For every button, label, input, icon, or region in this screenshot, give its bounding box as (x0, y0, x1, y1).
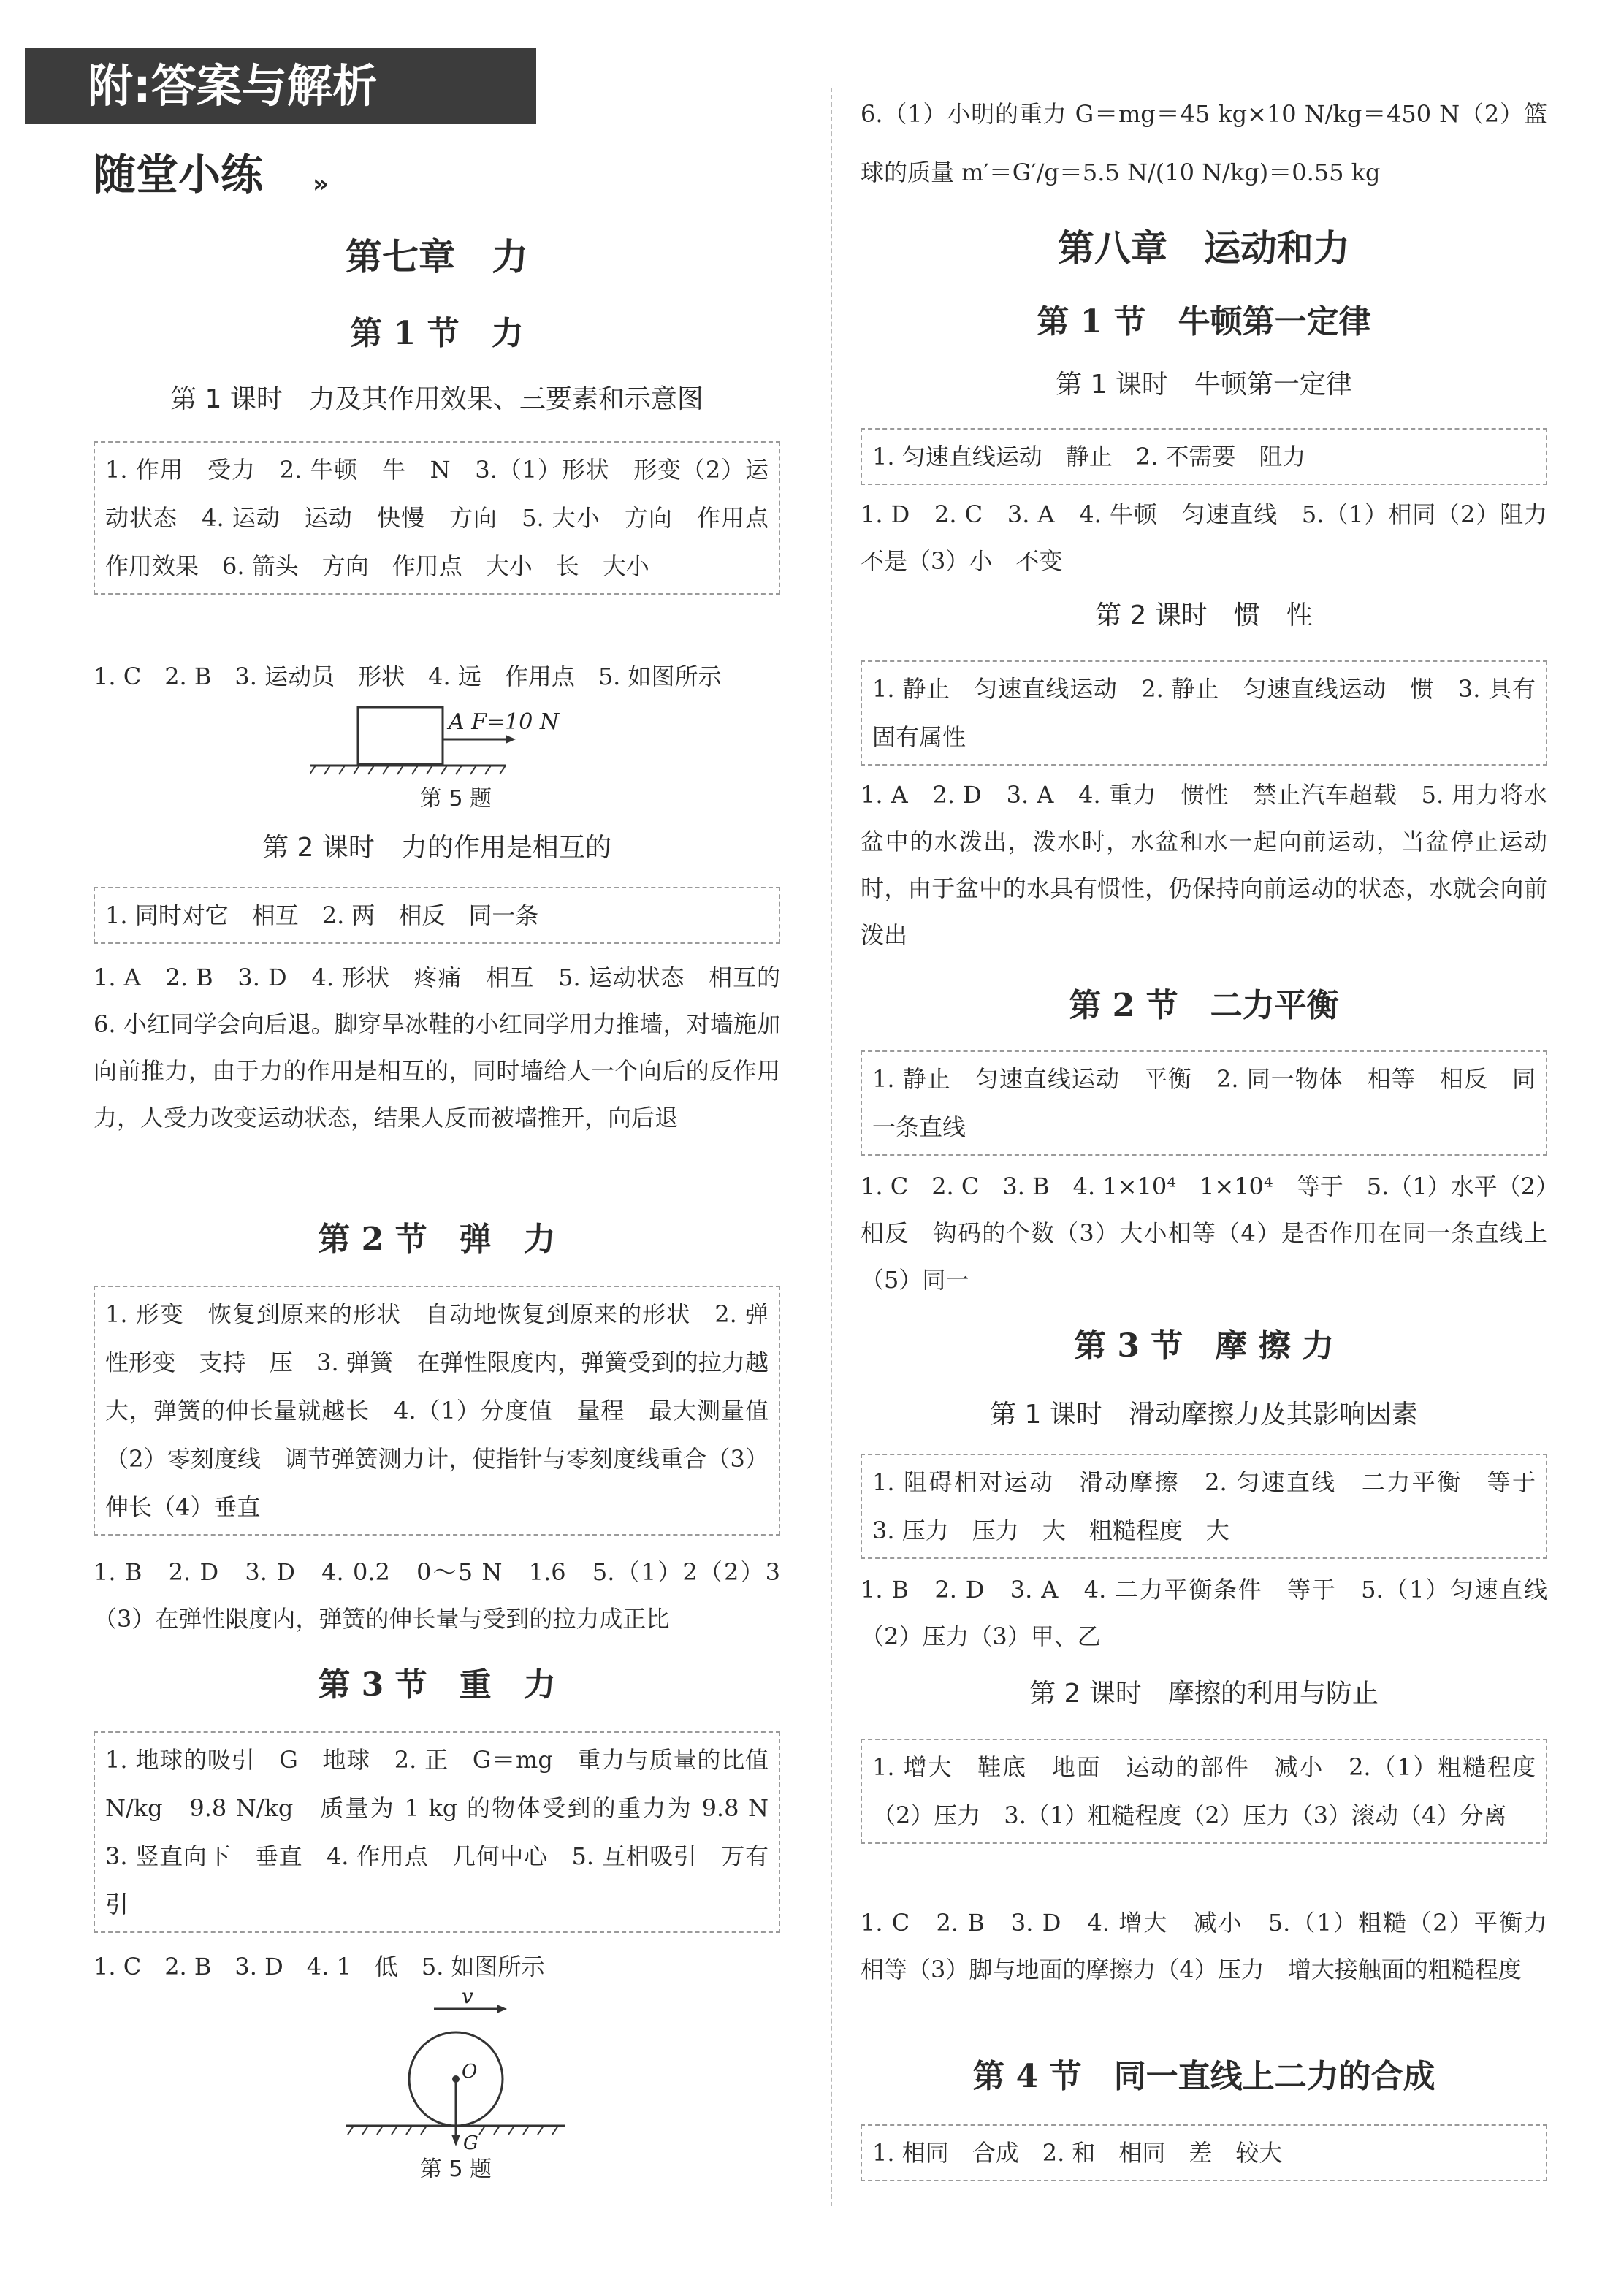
answer-paragraph-3: 1. C 2. C 3. B 4. 1×10⁴ 1×10⁴ 等于 5.（1）水平（2）相反 钩码的个数（3）大小相等（4）是否作用在同一条直线上（5）同一 (861, 1172, 1547, 1294)
answer-paragraph-5: 1. C 2. B 3. D 4. 增大 减小 5.（1）粗糙（2）平衡力 相等（3）脚与地面的摩擦力（4）压力 增大接触面的粗糙程度 (861, 1909, 1571, 1983)
answer-banner: 附:答案与解析 (25, 48, 536, 124)
block-shape (358, 707, 443, 764)
answer-box-3: 1. 形变 恢复到原来的形状 自动地恢复到原来的形状 2. 弹性形变 支持 压 3. 弹簧 在弹性限度内，弹簧受到的拉力越大，弹簧的伸长量就越长 4.（1）分度值 量程 最大测量值（2）零刻度线 调节弹簧测力计，使指针与零刻度线重合（3）伸长（4）垂直 (94, 1286, 780, 1536)
chevron-icon: » (313, 169, 329, 199)
ground-hatch (310, 766, 506, 774)
answer-paragraph-3: 1. B 2. D 3. D 4. 0.2 0～5 N 1.6 5.（1）2（2）3（3）在弹性限度内，弹簧的伸长量与受到的拉力成正比 (94, 1558, 780, 1633)
velocity-arrow-head-icon (497, 2005, 507, 2013)
answer-paragraph-0: 6.（1）小明的重力 G＝mg＝45 kg×10 N/kg＝450 N（2）篮球的质量 m′＝G′/g＝5.5 N/(10 N/kg)＝0.55 kg (861, 100, 1547, 186)
answer-box-1: 1. 作用 受力 2. 牛顿 牛 N 3.（1）形状 形变（2）运动状态 4. 运动 运动 快慢 方向 5. 大小 方向 作用点 作用效果 6. 箭头 方向 作用点 大小 长 大小 (94, 441, 780, 595)
section-1-title: 第 1 节 力 (350, 315, 524, 352)
force-diagram-figure (310, 698, 617, 779)
answer-paragraph-4: 1. B 2. D 3. A 4. 二力平衡条件 等于 5.（1）匀速直线（2）压力（3）甲、乙 (861, 1576, 1547, 1650)
figure-caption-1: 第 5 题 (419, 786, 492, 812)
section-2-title: 第 2 节 弹 力 (318, 1221, 556, 1258)
answer-paragraph-1: 1. D 2. C 3. A 4. 牛顿 匀速直线 5.（1）相同（2）阻力 不是（3）小 不变 (861, 500, 1571, 575)
center-label: O (462, 2061, 478, 2083)
lesson-1-title: 第 1 课时 力及其作用效果、三要素和示意图 (170, 384, 703, 414)
gravity-diagram-figure (346, 1991, 595, 2167)
section-2-title: 第 2 节 二力平衡 (1069, 987, 1339, 1024)
answer-box-6: 1. 相同 合成 2. 和 相同 差 较大 (861, 2124, 1547, 2181)
answer-box-3: 1. 静止 匀速直线运动 平衡 2. 同一物体 相等 相反 同一条直线 (861, 1050, 1547, 1156)
answer-paragraph-2: 1. A 2. D 3. A 4. 重力 惯性 禁止汽车超载 5. 用力将水盆中的水泼出，泼水时，水盆和水一起向前运动，当盆停止运动时，由于盆中的水具有惯性，仍保持向前运动的状态，水就会向前泼出 (861, 781, 1547, 949)
lesson-2-title: 第 2 课时 力的作用是相互的 (262, 833, 611, 863)
answer-paragraph-2: 1. A 2. B 3. D 4. 形状 疼痛 相互 5. 运动状态 相互的 6. 小红同学会向后退。脚穿旱冰鞋的小红同学用力推墙，对墙施加向前推力，由于力的作用是相互的，同时墙给人一个向后的反作用力，人受力改变运动状态，结果人反而被墙推开，向后退 (94, 964, 804, 1132)
ground-hatch (348, 2126, 558, 2135)
gravity-label: G (463, 2132, 478, 2154)
answer-paragraph-1: 1. C 2. B 3. 运动员 形状 4. 远 作用点 5. 如图所示 (94, 663, 722, 690)
answer-box-4: 1. 阻碍相对运动 滑动摩擦 2. 匀速直线 二力平衡 等于 3. 压力 压力 大 粗糙程度 大 (861, 1454, 1547, 1559)
section-4-title: 第 4 节 同一直线上二力的合成 (972, 2058, 1435, 2095)
answer-box-5: 1. 增大 鞋底 地面 运动的部件 减小 2.（1）粗糙程度（2）压力 3.（1）粗糙程度（2）压力（3）滚动（4）分离 (861, 1739, 1547, 1844)
answer-box-2: 1. 同时对它 相互 2. 两 相反 同一条 (94, 887, 780, 944)
column-divider (831, 88, 832, 2206)
section-1-title: 第 1 节 牛顿第一定律 (1037, 303, 1371, 340)
force-label: A F=10 N (449, 709, 560, 735)
answer-box-2: 1. 静止 匀速直线运动 2. 静止 匀速直线运动 惯 3. 具有 固有属性 (861, 660, 1547, 766)
chapter-7-title: 第七章 力 (346, 236, 528, 278)
lesson-4-title: 第 2 课时 摩擦的利用与防止 (1029, 1679, 1379, 1709)
velocity-label: v (462, 1991, 473, 2008)
arrow-head-icon (506, 735, 516, 744)
section-3-title: 第 3 节 重 力 (318, 1666, 556, 1704)
section-3-title: 第 3 节 摩 擦 力 (1074, 1327, 1334, 1365)
answer-paragraph-4: 1. C 2. B 3. D 4. 1 低 5. 如图所示 (94, 1953, 545, 1980)
chapter-8-title: 第八章 运动和力 (1058, 227, 1350, 270)
answer-box-1: 1. 匀速直线运动 静止 2. 不需要 阻力 (861, 428, 1547, 485)
gravity-arrow-head-icon (451, 2135, 460, 2146)
section-title: 随堂小练 (94, 150, 264, 199)
lesson-2-title: 第 2 课时 惯 性 (1095, 600, 1313, 630)
answer-box-4: 1. 地球的吸引 G 地球 2. 正 G＝mg 重力与质量的比值 N/kg 9.8 N/kg 质量为 1 kg 的物体受到的重力为 9.8 N 3. 竖直向下 垂直 4. 作用点 几何中心 5. 互相吸引 万有引 (94, 1731, 780, 1933)
lesson-3-title: 第 1 课时 滑动摩擦力及其影响因素 (990, 1400, 1418, 1430)
figure-caption-2: 第 5 题 (419, 2156, 492, 2182)
lesson-1-title: 第 1 课时 牛顿第一定律 (1056, 370, 1352, 400)
